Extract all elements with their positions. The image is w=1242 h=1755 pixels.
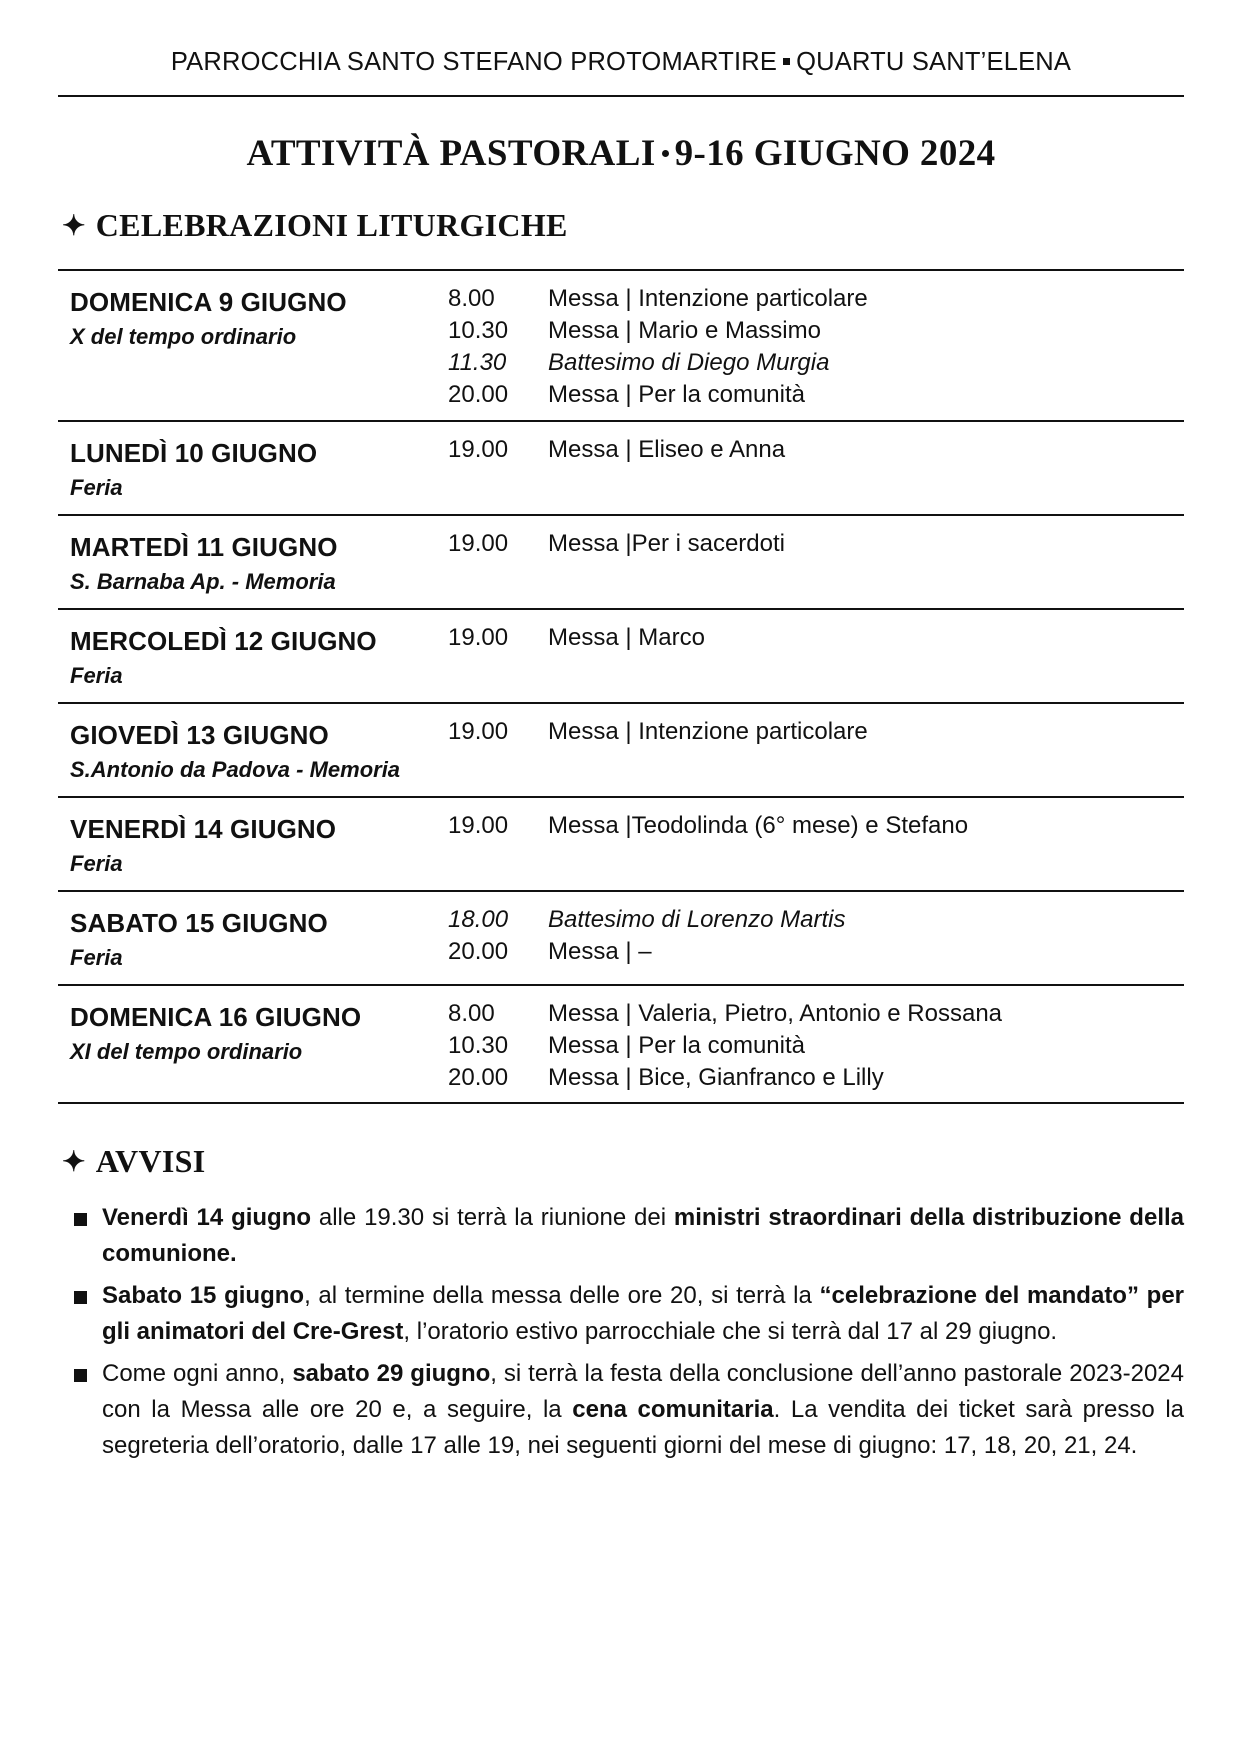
square-bullet-icon [74,1369,87,1382]
schedule-row [58,702,1184,796]
day-name: LUNEDÌ 10 GIUGNO [70,438,318,468]
section-title: AVVISI [95,1143,206,1179]
schedule-row [58,984,1184,1104]
event-time: 19.00 [448,624,509,651]
event-line [448,1000,1168,1032]
section-title: CELEBRAZIONI LITURGICHE [95,207,568,243]
day-name: GIOVEDÌ 13 GIUGNO [70,720,329,750]
notice-text: , si terrà la festa della conclusione dell’anno pastorale 2023-2024 con la Messa alle ore 20 e, a seguire, la [102,1360,1184,1423]
day-cell [70,908,328,971]
four-point-star-icon: ✦ [62,211,86,242]
event-time: 19.00 [448,812,509,839]
notice-highlight: cena comunitaria [572,1396,774,1423]
notice-text: , l’oratorio estivo parrocchiale che si terrà dal 17 al 29 giugno. [403,1318,1058,1345]
separator-dot-icon [662,150,669,157]
event-line [448,530,1168,562]
event-line [448,1032,1168,1064]
event-description: Messa | Per la comunità [548,1032,806,1059]
event-time: 18.00 [448,906,509,933]
event-time: 20.00 [448,381,509,408]
day-name: SABATO 15 GIUGNO [70,908,328,938]
liturgical-day: S. Barnaba Ap. - Memoria [70,569,336,594]
events-cell [448,718,1168,750]
liturgical-day: Feria [70,475,123,500]
schedule-row [58,269,1184,420]
day-name: MARTEDÌ 11 GIUGNO [70,532,338,562]
events-cell [448,624,1168,656]
notice-item [72,1200,1184,1272]
event-time: 20.00 [448,938,509,965]
notice-text: Come ogni anno, [102,1360,293,1387]
liturgical-day: Feria [70,663,123,688]
event-time: 19.00 [448,436,509,463]
day-name: MERCOLEDÌ 12 GIUGNO [70,626,377,656]
liturgical-day: X del tempo ordinario [70,324,297,349]
notice-highlight: sabato 29 giugno [292,1360,491,1387]
event-description: Messa | Intenzione particolare [548,285,868,312]
events-cell [448,436,1168,468]
event-time: 8.00 [448,285,495,312]
notice-highlight: Venerdì 14 giugno [102,1204,312,1231]
event-description: Messa |Per i sacerdoti [548,530,785,557]
day-cell [70,626,377,689]
schedule-row [58,420,1184,514]
day-cell [70,287,347,350]
liturgical-day: Feria [70,851,123,876]
notice-item [72,1356,1184,1464]
parish-name: PARROCCHIA SANTO STEFANO PROTOMARTIRE [170,48,778,76]
day-cell [70,532,338,595]
event-line [448,349,1168,381]
square-bullet-icon [74,1213,87,1226]
liturgical-day: S.Antonio da Padova - Memoria [70,757,401,782]
event-description: Messa | Eliseo e Anna [548,436,786,463]
event-line [448,317,1168,349]
schedule-row [58,796,1184,890]
liturgical-day: Feria [70,945,123,970]
notice-text: alle 19.30 si terrà la riunione dei [311,1204,674,1231]
notice-highlight: “celebrazione del mandato” per gli animatori del Cre-Grest [102,1282,1185,1345]
event-line [448,938,1168,970]
notice-highlight: ministri straordinari della distribuzione della comunione. [102,1204,1184,1267]
event-line [448,381,1168,413]
event-time: 11.30 [448,349,507,376]
events-cell [448,530,1168,562]
day-cell [70,814,336,877]
schedule-table [58,269,1184,1104]
event-line [448,285,1168,317]
page-title [58,132,1184,175]
title-main: ATTIVITÀ PASTORALI [246,133,656,174]
day-name: DOMENICA 16 GIUGNO [70,1002,362,1032]
event-line [448,718,1168,750]
notice-highlight: Sabato 15 giugno [102,1282,305,1309]
event-description: Messa |Teodolinda (6° mese) e Stefano [548,812,969,839]
events-cell [448,285,1168,413]
events-cell [448,812,1168,844]
town-name: QUARTU SANT’ELENA [796,48,1072,76]
four-point-star-icon: ✦ [62,1147,86,1178]
event-line [448,1064,1168,1096]
event-time: 19.00 [448,718,509,745]
event-line [448,906,1168,938]
event-time: 10.30 [448,317,509,344]
event-description: Messa | Intenzione particolare [548,718,868,745]
events-cell [448,906,1168,970]
event-time: 10.30 [448,1032,509,1059]
event-line [448,436,1168,468]
day-cell [70,438,317,501]
event-description: Messa | Valeria, Pietro, Antonio e Rossana [548,1000,1003,1027]
notices-list [72,1200,1184,1470]
title-dates: 9-16 GIUGNO 2024 [674,133,996,174]
event-description: Battesimo di Diego Murgia [548,349,830,376]
header-divider [58,95,1184,97]
section-heading-avvisi [62,1143,205,1180]
day-cell [70,1002,361,1065]
liturgical-day: XI del tempo ordinario [70,1039,303,1064]
event-time: 19.00 [448,530,509,557]
event-line [448,812,1168,844]
square-bullet-icon [74,1291,87,1304]
event-description: Messa | Marco [548,624,705,651]
section-heading-celebrazioni [62,207,568,244]
event-time: 8.00 [448,1000,495,1027]
event-time: 20.00 [448,1064,509,1091]
day-name: DOMENICA 9 GIUGNO [70,287,347,317]
separator-square-icon [783,58,790,65]
schedule-row [58,608,1184,702]
notice-item [72,1278,1184,1350]
day-cell [70,720,400,783]
notice-text: , al termine della messa delle ore 20, si terrà la [304,1282,820,1309]
notice-text: . La vendita dei ticket sarà presso la segreteria dell’oratorio, dalle 17 alle 19, nei seguenti giorni del mese di giugno: 17, 18, 20, 21, 24. [102,1396,1185,1459]
event-description: Messa | Per la comunità [548,381,806,408]
events-cell [448,1000,1168,1096]
event-description: Messa | Bice, Gianfranco e Lilly [548,1064,884,1091]
schedule-row [58,890,1184,984]
day-name: VENERDÌ 14 GIUGNO [70,814,337,844]
event-description: Messa | – [548,938,652,965]
event-description: Messa | Mario e Massimo [548,317,821,344]
parish-header [58,48,1184,77]
schedule-row [58,514,1184,608]
event-description: Battesimo di Lorenzo Martis [548,906,846,933]
event-line [448,624,1168,656]
